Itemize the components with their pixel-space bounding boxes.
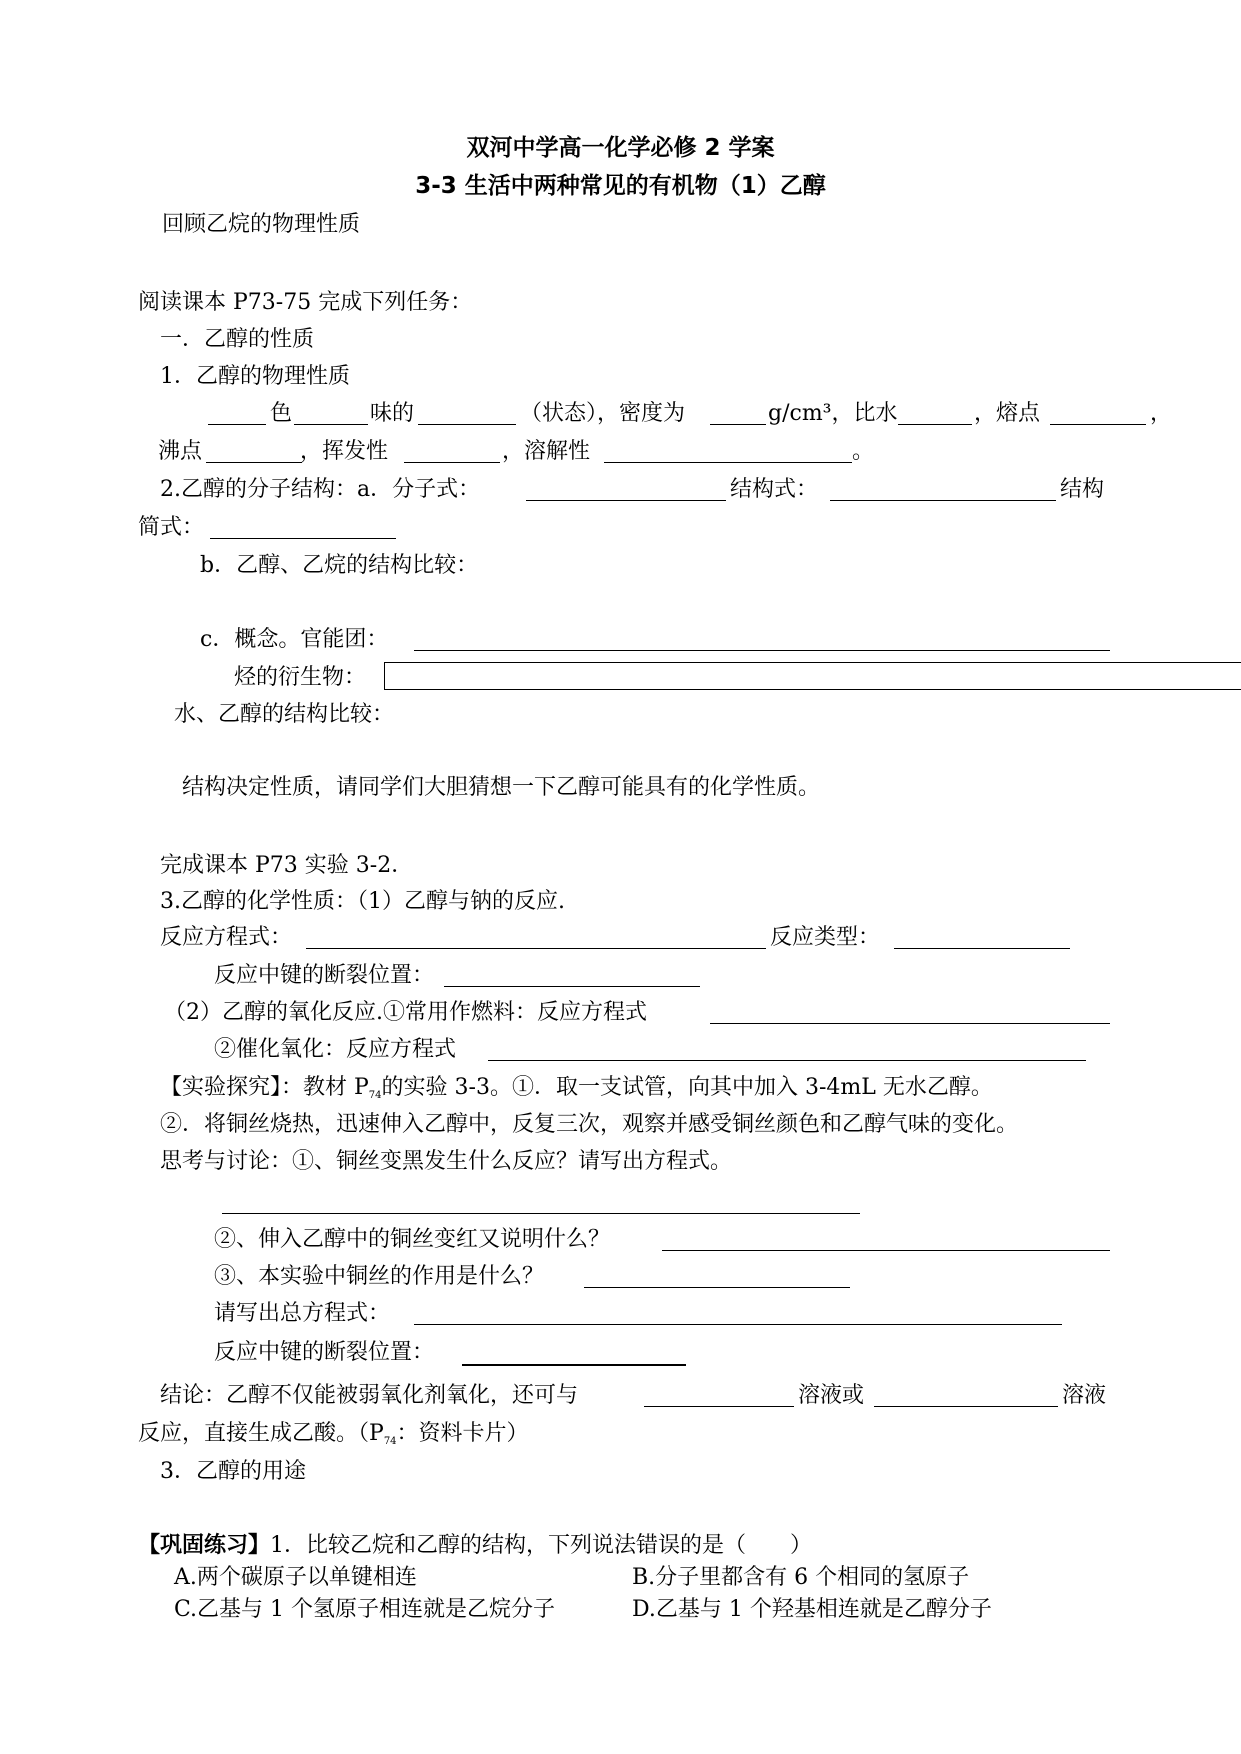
blank-sol[interactable]	[604, 462, 852, 463]
label-solution-or: 溶液或	[798, 1383, 865, 1408]
section-2-heading: 2.乙醇的分子结构：a．分子式：	[160, 477, 481, 502]
blank-eq[interactable]	[306, 948, 766, 949]
option-d[interactable]: D.乙基与 1 个羟基相连就是乙醇分子	[632, 1597, 992, 1622]
option-c[interactable]: C.乙基与 1 个氢原子相连就是乙烷分子	[174, 1597, 556, 1622]
blank-oxidant-2[interactable]	[874, 1406, 1058, 1407]
blank-vs-water[interactable]	[898, 424, 972, 425]
blank-bp[interactable]	[206, 462, 302, 463]
label-simple: 简式：	[138, 515, 205, 540]
read-line: 阅读课本 P73-75 完成下列任务：	[138, 290, 473, 315]
concl2-b: ：资料卡片）	[396, 1421, 529, 1446]
practice-line	[138, 1530, 812, 1562]
label-derivative: 烃的衍生物：	[234, 665, 367, 690]
blank-combustion[interactable]	[710, 1023, 1110, 1024]
label-eq: 反应方程式：	[160, 925, 293, 950]
blank-bond2[interactable]	[462, 1364, 686, 1366]
blank-vol[interactable]	[404, 462, 500, 463]
blank-state[interactable]	[418, 424, 516, 425]
blank-mp[interactable]	[1050, 424, 1146, 425]
label-color: 色	[270, 401, 293, 426]
blank-derivative-box[interactable]	[384, 662, 1241, 690]
section-1-heading: 一．乙醇的性质	[160, 327, 315, 352]
label-type: 反应类型：	[770, 925, 881, 950]
blank-smell[interactable]	[294, 424, 368, 425]
blank-q3[interactable]	[584, 1287, 850, 1288]
blank-simple[interactable]	[210, 538, 396, 539]
question-2: ②、伸入乙醇中的铜丝变红又说明什么？	[214, 1227, 611, 1252]
blank-oxidant-1[interactable]	[644, 1406, 794, 1407]
label-state: （状态），密度为	[520, 401, 686, 426]
blank-struct[interactable]	[830, 500, 1056, 501]
page-subtitle: 3-3 生活中两种常见的有机物（1）乙醇	[415, 173, 826, 199]
label-mp: ，熔点	[974, 401, 1041, 426]
blank-bond1[interactable]	[444, 986, 700, 987]
exp-line: 完成课本 P73 实验 3-2．	[160, 853, 414, 878]
blank-think[interactable]	[222, 1213, 860, 1214]
conclusion-line: 结论：乙醇不仅能被弱氧化剂氧化，还可与	[160, 1383, 579, 1408]
label-bp: 沸点	[158, 439, 203, 464]
label-solution: 溶液	[1062, 1383, 1107, 1408]
catalytic-line: ②催化氧化：反应方程式	[214, 1037, 457, 1062]
think-line: 思考与讨论：①、铜丝变黑发生什么反应？请写出方程式。	[160, 1149, 733, 1174]
uses-line: 3．乙醇的用途	[160, 1459, 306, 1484]
option-a[interactable]: A.两个碳原子以单键相连	[174, 1565, 417, 1590]
label-period: 。	[852, 439, 875, 464]
lab-page-sub: 74	[368, 1090, 382, 1101]
section-3-heading: 3.乙醇的化学性质：（1）乙醇与钠的反应.	[160, 889, 565, 914]
label-unit: g/cm³，比水	[768, 401, 898, 426]
blank-catalytic[interactable]	[488, 1060, 1086, 1061]
page-title: 双河中学高一化学必修 2 学案	[466, 135, 775, 161]
water-compare: 水、乙醇的结构比较：	[174, 702, 395, 727]
guess-line: 结构决定性质，请同学们大胆猜想一下乙醇可能具有的化学性质。	[182, 775, 821, 800]
section-1-1-heading: 1．乙醇的物理性质	[160, 364, 350, 389]
section-2b: b．乙醇、乙烷的结构比较：	[200, 553, 479, 578]
blank-color[interactable]	[208, 424, 266, 425]
oxidation-line: （2）乙醇的氧化反应.①常用作燃料：反应方程式	[164, 1000, 647, 1025]
blank-type[interactable]	[894, 948, 1070, 949]
lab-line-1a: 【实验探究】：教材 P	[160, 1075, 369, 1100]
label-bond2: 反应中键的断裂位置：	[214, 1340, 435, 1365]
lab-line-1	[160, 1072, 993, 1112]
label-sol: ，溶解性	[502, 439, 591, 464]
lab-line-2: ②．将铜丝烧热，迅速伸入乙醇中，反复三次，观察并感受铜丝颜色和乙醇气味的变化。	[160, 1112, 1019, 1137]
label-smell: 味的	[370, 401, 415, 426]
blank-formula[interactable]	[526, 500, 726, 501]
blank-total[interactable]	[414, 1324, 1062, 1325]
section-2c: c．概念。官能团：	[200, 627, 389, 652]
label-struct-tail: 结构	[1060, 477, 1105, 502]
label-bond1: 反应中键的断裂位置：	[214, 963, 435, 988]
blank-q2[interactable]	[662, 1250, 1110, 1251]
concl2-sub: 74	[383, 1436, 397, 1447]
option-b[interactable]: B.分子里都含有 6 个相同的氢原子	[632, 1565, 970, 1590]
question-3: ③、本实验中铜丝的作用是什么？	[214, 1264, 545, 1289]
conclusion-line-2	[138, 1418, 529, 1458]
blank-functional-group[interactable]	[414, 650, 1110, 651]
lab-line-1b: 的实验 3-3。①．取一支试管，向其中加入 3-4mL 无水乙醇。	[381, 1075, 993, 1100]
label-comma: ，	[1150, 401, 1173, 426]
label-total: 请写出总方程式：	[214, 1301, 391, 1326]
review-line: 回顾乙烷的物理性质	[162, 212, 361, 237]
practice-question: 1．比较乙烷和乙醇的结构，下列说法错误的是（ ）	[270, 1533, 813, 1558]
label-vol: ，挥发性	[300, 439, 389, 464]
blank-density[interactable]	[710, 424, 766, 425]
label-struct: 结构式：	[730, 477, 819, 502]
concl2-a: 反应，直接生成乙酸。（P	[138, 1421, 384, 1446]
practice-label: 【巩固练习】	[138, 1533, 271, 1558]
